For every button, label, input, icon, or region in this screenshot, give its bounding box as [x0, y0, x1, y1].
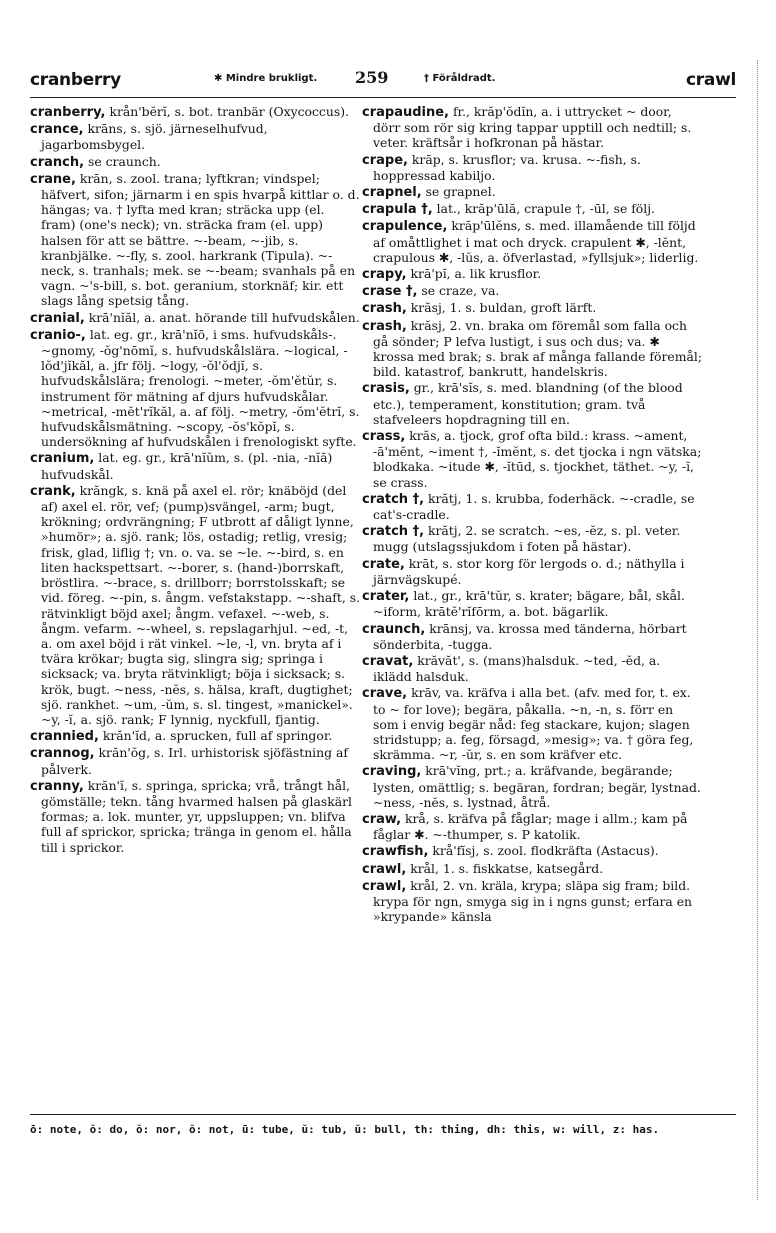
entry-headword: crave,: [362, 686, 408, 702]
dictionary-entry: [362, 843, 702, 859]
entry-definition: krătj, 2. se scratch. ~es, -ĕz, s. pl. veter. mugg (utslagssjukdom i foten på hästar).: [373, 523, 681, 555]
entry-headword: craw,: [362, 811, 402, 827]
entry-headword: crash,: [362, 318, 407, 334]
dictionary-entry: [362, 218, 702, 265]
entry-definition: krăn'ĭd, a. sprucken, full af springor.: [98, 728, 333, 744]
entry-headword: crance,: [30, 122, 84, 138]
entry-headword: cranberry,: [30, 105, 106, 120]
entry-definition: krăsj, 1. s. buldan, groft lärft.: [406, 300, 597, 316]
entry-headword: cranio-,: [30, 327, 86, 343]
dictionary-entry: [362, 491, 702, 522]
entry-definition: krāv, va. kräfva i alla bet. (afv. med for, t. ex. to ~ for love); begära, påkalla. ~n, -n, s. förr en som i envig begär nåd: feg stackare, kujon; slagen stridstupp; a. feg, försagd, »mesig»; va. † göra feg, skrämma. ~r, -ŭr, s. en som kräfver etc.: [373, 685, 694, 763]
entry-headword: cranial,: [30, 310, 85, 326]
dictionary-entry: [362, 104, 702, 151]
entry-headword: crawl,: [362, 861, 407, 877]
dictionary-entry: [362, 300, 702, 316]
entry-headword: craunch,: [362, 621, 426, 637]
entry-definition: krătj, 1. s. krubba, foderhäck. ~-cradle, se cat's-cradle.: [373, 490, 695, 523]
dictionary-entry: [362, 283, 702, 299]
entry-headword: cranch,: [30, 154, 85, 170]
dictionary-entry: [30, 310, 362, 326]
dictionary-entry: [30, 778, 362, 855]
entry-headword: crawl,: [362, 878, 407, 894]
dictionary-entry: [30, 154, 362, 170]
entry-headword: crannog,: [30, 746, 95, 762]
dictionary-entry: [362, 201, 702, 217]
dictionary-entry: [362, 556, 702, 587]
entry-definition: krānsj, va. krossa med tänderna, hörbart sönderbita, -tugga.: [373, 620, 687, 652]
right-column: [362, 104, 702, 925]
dictionary-entry: [362, 523, 702, 554]
dictionary-entry: [362, 653, 702, 684]
dictionary-entry: [30, 728, 362, 744]
entry-definition: se craunch.: [84, 153, 161, 169]
dictionary-entry: [362, 763, 702, 810]
entry-headword: crapy,: [362, 267, 407, 283]
entry-definition: fr., krăp'ŏdĭn, a. i uttrycket ~ door, dörr som rör sig kring tappar upptill och nedtill; s. veter. kräftsår i hofkronan på hästar.: [373, 104, 692, 151]
footer-rule: [30, 1114, 736, 1115]
entry-definition: lat. eg. gr., krā'nĭŭm, s. (pl. -nia, -nĭă) hufvudskål.: [41, 450, 333, 482]
page-header: [30, 66, 762, 96]
entry-headword: crapulence,: [362, 219, 448, 235]
entry-headword: crapula †,: [362, 202, 433, 218]
entry-definition: se grapnel.: [421, 184, 496, 200]
entry-definition: krå'fĭsj, s. zool. flodkräfta (Astacus).: [428, 843, 659, 859]
entry-definition: krăn'ŏg, s. Irl. urhistorisk sjöfästning af pålverk.: [41, 745, 348, 777]
entry-headword: crate,: [362, 556, 405, 572]
entry-definition: krăn'ĭ, s. springa, spricka; vrå, trångt hål, gömställe; tekn. tång hvarmed halsen på glaskärl formas; a. lok. munter, yr, uppsluppen; vn. blifva full af sprickor, spricka; tränga in genom el. hålla till i sprickor.: [41, 777, 352, 855]
dictionary-entry: [30, 121, 362, 152]
left-guide-word: cranberry: [30, 70, 121, 90]
dictionary-entry: [30, 327, 362, 450]
dictionary-entry: [362, 878, 702, 925]
entry-definition: krăsj, 2. vn. braka om föremål som falla och gå sönder; P lefva lustigt, i sus och dus; va. ✱ krossa med brak; s. brak af många fallande föremål; bild. katastrof, bankrutt, handelskris.: [373, 317, 703, 380]
entry-definition: krăngk, s. knä på axel el. rör; knäböjd (del af) axel el. rör, vef; (pump)svängel, -arm; bugt, krökning; ordvrängning; F utbrott af dåligt lynne, »humör»; a. sjö. rank; lös, ostadig; retlig, vresig; frisk, glad, liflig †; vn. o. va. se ~le. ~-bird, s. en liten hackspettsart. ~-borer, s. (hand-)borrskaft, bröstlira. ~-brace, s. drillborr; borrstolsskaft; se vid. föreg. ~-pin, s. ångm. vefstakstapp. ~-shaft, s. rätvinkligt böjd axel; ångm. vefaxel. ~-web, s. ångm. vefarm. ~-wheel, s. repslagarhjul. ~ed, -t, a. om axel böjd i rät vinkel. ~le, -l, vn. bryta af i tvära krökar; bugta sig, slingra sig; springa i sicksack; va. bryta rätvinkligt; böja i sicksack; s. krök, bugt. ~ness, -nĕs, s. hälsa, kraft, dugtighet; sjö. rankhet. ~um, -ŭm, s. sl. tingest, »manickel». ~y, -ĭ, a. sjö. rank; F lynnig, nyckfull, fjantig.: [41, 482, 361, 727]
left-column: [30, 104, 362, 856]
entry-definition: krăs, a. tjock, grof ofta bild.: krass. ~ament, -ā'mĕnt, ~iment †, -ĭmĕnt, s. det tjocka i ngn vätska; blodkaka. ~itude ✱, -ĭtūd, s. tjockhet, täthet. ~y, -ĭ, se crass.: [373, 428, 702, 490]
dictionary-entry: [362, 380, 702, 427]
dictionary-entry: [30, 171, 362, 309]
header-rule: [30, 97, 736, 98]
entry-headword: crash,: [362, 301, 407, 317]
dictionary-entry: [30, 450, 362, 481]
dictionary-entry: [362, 266, 702, 282]
entry-definition: krăp'ūlĕns, s. med. illamående till följd af omåttlighet i mat och dryck. crapulent ✱, -lĕnt, crapulous ✱, -lŭs, a. öfverlastad, »fyllsjuk»; liderlig.: [373, 218, 699, 265]
entry-headword: crase †,: [362, 284, 418, 300]
dictionary-entry: [30, 104, 362, 120]
entry-headword: crane,: [30, 171, 76, 187]
entry-headword: cratch †,: [362, 524, 425, 540]
entry-definition: se craze, va.: [417, 283, 500, 299]
entry-headword: crass,: [362, 429, 406, 445]
entry-definition: krā'nĭăl, a. anat. hörande till hufvudskålen.: [84, 309, 360, 325]
entry-definition: krå, s. kräfva på fåglar; mage i allm.; kam på fåglar ✱. ~-thumper, s. P katolik.: [373, 810, 688, 843]
entry-headword: crasis,: [362, 381, 410, 397]
dictionary-entry: [362, 152, 702, 183]
dictionary-entry: [362, 861, 702, 877]
dictionary-entry: [362, 184, 702, 200]
entry-definition: gr., krā'sĭs, s. med. blandning (of the blood etc.), temperament, konstitution; gram. två stafveleers hopdragning till en.: [373, 380, 683, 427]
entry-headword: cranny,: [30, 778, 84, 794]
entry-definition: krăvăt', s. (mans)halsduk. ~ted, -ĕd, a. iklädd halsduk.: [373, 652, 661, 685]
legend-obsolete: † Föråldradt.: [424, 73, 496, 84]
dictionary-entry: [362, 621, 702, 652]
entry-definition: krån'bĕrĭ, s. bot. tranbär (Oxycoccus).: [105, 104, 349, 119]
dictionary-entry: [362, 588, 702, 619]
entry-headword: crawfish,: [362, 844, 429, 860]
entry-headword: cravat,: [362, 653, 414, 669]
entry-definition: lat., krăp'ūlă, crapule †, -ūl, se följ.: [432, 201, 655, 217]
dictionary-entry: [362, 318, 702, 380]
entry-headword: craving,: [362, 764, 422, 780]
entry-definition: krā'vĭng, prt.; a. kräfvande, begärande; lysten, omättlig; s. begäran, fordran; begär, lystnad. ~ness, -nĕs, s. lystnad, åtrå.: [373, 763, 701, 810]
dictionary-entry: [362, 811, 702, 842]
entry-definition: krāns, s. sjö. järneselhufvud, jagarbomsbygel.: [41, 121, 268, 153]
dictionary-entry: [362, 428, 702, 490]
entry-headword: crannied,: [30, 729, 99, 745]
entry-headword: crank,: [30, 483, 76, 499]
entry-definition: krål, 2. vn. kräla, krypa; släpa sig fram; bild. krypa för ngn, smyga sig in i ngns gunst; erfara en »krypande» känsla: [373, 877, 693, 925]
page-number: 259: [355, 68, 389, 87]
right-guide-word: crawl: [686, 70, 736, 90]
entry-headword: crapaudine,: [362, 105, 449, 120]
dictionary-entry: [362, 685, 702, 762]
dictionary-entry: [30, 483, 362, 727]
pronunciation-key: ō: note, ŏ: do, ŏ: nor, ŏ: not, ū: tube, ŭ: tub, ŭ: bull, th: thing, dh: this, w: will, z: has.: [30, 1123, 660, 1136]
entry-headword: crater,: [362, 589, 410, 605]
entry-definition: krål, 1. s. fiskkatse, katsegård.: [406, 860, 604, 876]
dictionary-entry: [30, 745, 362, 776]
entry-headword: cratch †,: [362, 491, 425, 507]
page-edge: [757, 60, 758, 1200]
entry-headword: crapnel,: [362, 185, 422, 201]
entry-definition: krān, s. zool. trana; lyftkran; vindspel; häfvert, sifon; järnarm i en spis hvarpå kittlar o. d. hängas; va. † lyfta med kran; sträcka upp (el. fram) (one's neck); vn. sträcka fram (el. upp) halsen för att se bättre. ~-beam, ~-jib, s. kranbjälke. ~-fly, s. zool. harkrank (Tipula). ~-neck, s. tranhals; mek. se ~-beam; svanhals på en vagn. ~'s-bill, s. bot. geranium, storknäf; kir. ett slags lång spetsig tång.: [41, 170, 360, 309]
entry-definition: krāt, s. stor korg för lergods o. d.; näthylla i järnvägskupé.: [373, 555, 685, 587]
entry-headword: crape,: [362, 152, 408, 168]
entry-definition: lat. eg. gr., krā'nĭō, i sms. hufvudskåls-. ~gnomy, -ŏg'nōmĭ, s. hufvudskålslära. ~logical, -lŏd'jĭkăl, a. jfr följ. ~logy, -ŏl'ŏdjĭ, s. hufvudskålslära; frenologi. ~meter, -ŏm'ĕtŭr, s. instrument för mätning af djurs hufvudskålar. ~metrical, -mĕt'rĭkăl, a. af följ. ~metry, -ŏm'ĕtrĭ, s. hufvudskålsmätning. ~scopy, -ŏs'kŏpĭ, s. undersökning af hufvudskålen i frenologiskt syfte.: [41, 326, 360, 450]
entry-definition: krā'pĭ, a. lik krusflor.: [406, 266, 542, 282]
entry-headword: cranium,: [30, 451, 95, 467]
entry-definition: lat., gr., krā'tŭr, s. krater; bägare, bål, skål. ~iform, krātĕ'rĭfōrm, a. bot. bägarlik.: [373, 588, 685, 620]
entry-definition: krāp, s. krusflor; va. krusa. ~-fish, s. hoppressad kabiljo.: [373, 151, 641, 183]
legend-rare: ✱ Mindre brukligt.: [214, 73, 318, 84]
